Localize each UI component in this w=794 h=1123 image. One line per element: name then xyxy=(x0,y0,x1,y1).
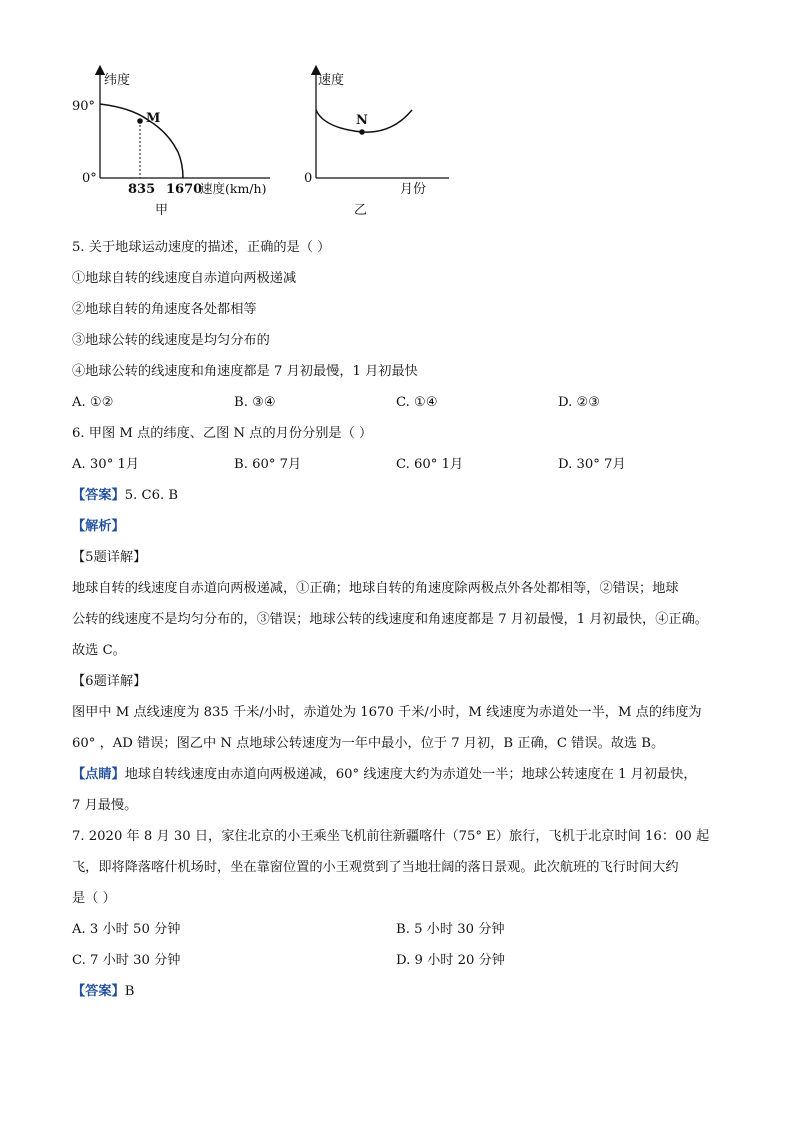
jia-y-zero-tick: 0° xyxy=(82,171,97,186)
jia-x-tick-mid: 835 xyxy=(128,182,156,197)
q6-option-c: C. 60° 1月 xyxy=(396,457,464,472)
q5-option-a: A. ①② xyxy=(72,395,114,410)
q6-option-b: B. 60° 7月 xyxy=(234,457,302,472)
q5-option-c: C. ①④ xyxy=(396,395,438,410)
tip-block xyxy=(72,759,732,790)
q5-stem: 5. 关于地球运动速度的描述，正确的是（ ） xyxy=(72,240,331,255)
yi-point-label: N xyxy=(356,113,368,128)
answer-7 xyxy=(72,976,732,1007)
q7-line: 是（ ） xyxy=(72,891,116,906)
q7-line: 飞，即将降落喀什机场时，坐在靠窗位置的小王观赏到了当地壮阔的落日景观。此次航班的飞行时间大约 xyxy=(72,860,679,875)
figure-yi xyxy=(294,60,474,220)
q7-option-d: D. 9 小时 20 分钟 xyxy=(396,953,505,968)
detail-5-title: 【5题详解】 xyxy=(72,550,147,565)
figure-jia xyxy=(62,60,292,220)
detail-6-title: 【6题详解】 xyxy=(72,674,147,689)
yi-caption: 乙 xyxy=(354,203,368,218)
yi-y-label: 速度 xyxy=(318,73,345,88)
jia-point-label: M xyxy=(146,111,161,126)
q7-line: 7. 2020 年 8 月 30 日，家住北京的小王乘坐飞机前往新疆喀什（75° E）旅行，飞机于北京时间 16：00 起 xyxy=(72,829,710,844)
answer-text: B xyxy=(124,984,135,999)
q7-option-b: B. 5 小时 30 分钟 xyxy=(396,922,505,937)
tip-line: 地球自转线速度由赤道向两极递减，60° 线速度大约为赤道处一半；地球公转速度在 1 月初最快， xyxy=(124,767,697,782)
q5-option-b: B. ③④ xyxy=(234,395,276,410)
tip-tag: 【点睛】 xyxy=(72,767,125,782)
detail-5-line: 地球自转的线速度自赤道向两极递减，①正确；地球自转的角速度除两极点外各处都相等，②错误；地球 xyxy=(72,581,679,596)
q5-item: ③地球公转的线速度是均匀分布的 xyxy=(72,333,270,348)
jia-point-m xyxy=(137,118,143,124)
q5-item: ①地球自转的线速度自赤道向两极递减 xyxy=(72,271,297,286)
q6-option-d: D. 30° 7月 xyxy=(558,457,626,472)
q7-option-a: A. 3 小时 50 分钟 xyxy=(72,922,181,937)
yi-point-n xyxy=(359,129,365,135)
detail-6-line: 60° ，AD 错误；图乙中 N 点地球公转速度为一年中最小，位于 7 月初，B 正确，C 错误。故选 B。 xyxy=(72,736,665,751)
q7-option-c: C. 7 小时 30 分钟 xyxy=(72,953,181,968)
answer-5-6 xyxy=(72,480,732,511)
yi-origin: 0 xyxy=(304,171,313,186)
jia-curve xyxy=(100,104,183,178)
q6-stem: 6. 甲图 M 点的纬度、乙图 N 点的月份分别是（ ） xyxy=(72,426,373,441)
yi-x-label: 月份 xyxy=(400,182,427,197)
jia-y-label: 纬度 xyxy=(104,73,131,88)
answer-tag: 【答案】 xyxy=(72,984,125,999)
answer-tag: 【答案】 xyxy=(72,488,125,503)
q5-options xyxy=(72,387,732,418)
q5-option-d: D. ②③ xyxy=(558,395,601,410)
q7-options-row-1 xyxy=(72,914,732,945)
jia-caption: 甲 xyxy=(155,203,169,218)
jia-x-label: 速度(km/h) xyxy=(200,181,267,196)
q6-options xyxy=(72,449,732,480)
detail-5-line: 公转的线速度不是均匀分布的，③错误；地球公转的线速度和角速度都是 7 月初最慢，1 月初最快，④正确。 xyxy=(72,612,708,627)
document-body xyxy=(72,232,732,1007)
answer-text: 5. C6. B xyxy=(124,488,179,503)
q7-options-row-2 xyxy=(72,945,732,976)
analysis-tag: 【解析】 xyxy=(72,519,125,534)
jia-x-tick-end: 1670 xyxy=(166,182,203,197)
q6-option-a: A. 30° 1月 xyxy=(72,457,140,472)
detail-6-line: 图甲中 M 点线速度为 835 千米/小时，赤道处为 1670 千米/小时，M 线速度为赤道处一半，M 点的纬度为 xyxy=(72,705,702,720)
figure-area xyxy=(62,60,482,220)
q5-item: ②地球自转的角速度各处都相等 xyxy=(72,302,257,317)
detail-5-line: 故选 C。 xyxy=(72,643,126,658)
q5-item: ④地球公转的线速度和角速度都是 7 月初最慢，1 月初最快 xyxy=(72,364,418,379)
jia-y-top-tick: 90° xyxy=(72,99,96,114)
tip-line: 7 月最慢。 xyxy=(72,798,138,813)
